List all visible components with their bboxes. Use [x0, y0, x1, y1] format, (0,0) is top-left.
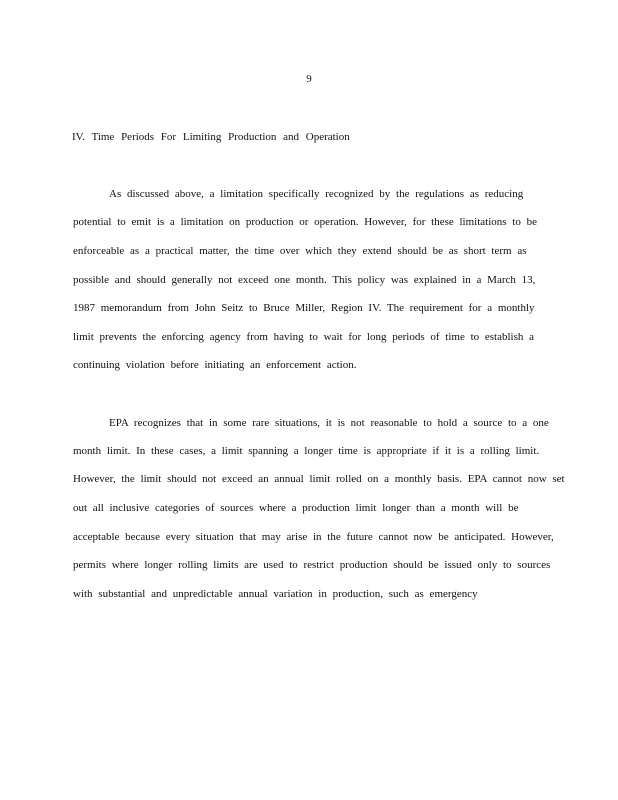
- paragraph-line: permits where longer rolling limits are used to restrict production should be issued only to sources: [73, 559, 551, 571]
- paragraph-line: possible and should generally not exceed one month. This policy was explained in a March 13,: [73, 274, 536, 286]
- paragraph-line: month limit. In these cases, a limit spanning a longer time is appropriate if it is a rolling limit.: [73, 445, 540, 457]
- paragraph-line: EPA recognizes that in some rare situations, it is not reasonable to hold a source to a one: [109, 417, 549, 429]
- paragraph-line: limit prevents the enforcing agency from having to wait for long periods of time to establish a: [73, 331, 535, 343]
- paragraph-line: However, the limit should not exceed an annual limit rolled on a monthly basis. EPA cannot now set: [73, 473, 565, 485]
- paragraph-line: potential to emit is a limitation on production or operation. However, for these limitations to be: [73, 216, 537, 228]
- paragraph-line: enforceable as a practical matter, the time over which they extend should be as short term as: [73, 245, 527, 257]
- page-number: 9: [306, 73, 312, 85]
- paragraph-line: with substantial and unpredictable annual variation in production, such as emergency: [73, 588, 478, 600]
- paragraph-line: continuing violation before initiating an enforcement action.: [73, 359, 357, 371]
- paragraph-line: out all inclusive categories of sources where a production limit longer than a month will be: [73, 502, 519, 514]
- paragraph-line: 1987 memorandum from John Seitz to Bruce Miller, Region IV. The requirement for a monthly: [73, 302, 535, 314]
- section-heading: IV. Time Periods For Limiting Production and Operation: [72, 131, 350, 143]
- paragraph-line: acceptable because every situation that may arise in the future cannot now be anticipated. However,: [73, 531, 554, 543]
- paragraph-line: As discussed above, a limitation specifically recognized by the regulations as reducing: [109, 188, 524, 200]
